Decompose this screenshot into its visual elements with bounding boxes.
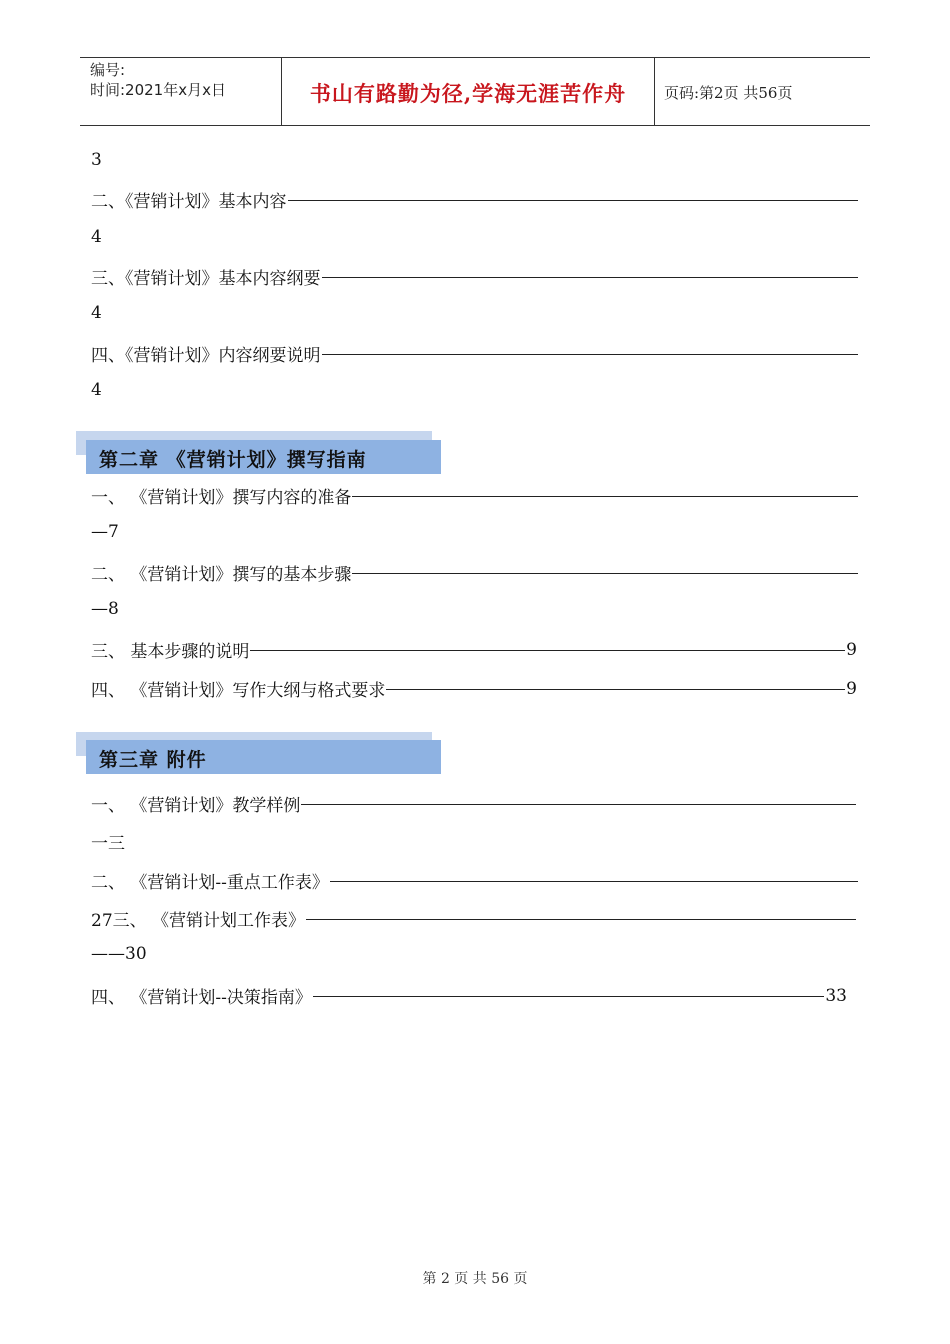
toc-entry[interactable] bbox=[91, 187, 859, 212]
header-top-rule bbox=[80, 57, 870, 58]
toc-entry[interactable] bbox=[91, 868, 859, 893]
toc-page-number: 33 bbox=[825, 985, 847, 1006]
toc-continuation: —8 bbox=[91, 599, 119, 619]
toc-leader bbox=[386, 689, 845, 690]
header-bottom-rule bbox=[80, 125, 870, 126]
toc-leader bbox=[313, 996, 824, 997]
toc-leader bbox=[352, 496, 858, 497]
toc-entry-text: 二、 《营销计划》撰写的基本步骤 bbox=[91, 565, 352, 585]
toc-entry-text: 四、 《营销计划--决策指南》 bbox=[91, 988, 312, 1008]
header-meta bbox=[90, 60, 226, 100]
toc-entry-text: 四、 《营销计划》写作大纲与格式要求 bbox=[91, 681, 386, 701]
toc-continuation: —7 bbox=[91, 522, 119, 542]
toc-entry[interactable] bbox=[91, 264, 859, 289]
toc-entry[interactable] bbox=[91, 560, 859, 585]
toc-leader bbox=[301, 804, 856, 805]
toc-entry-text: 四、《营销计划》内容纲要说明 bbox=[91, 346, 321, 366]
toc-leader bbox=[330, 881, 858, 882]
toc-continuation: ——30 bbox=[91, 944, 147, 964]
toc-entry-text: 二、 《营销计划--重点工作表》 bbox=[91, 873, 329, 893]
toc-continuation: 4 bbox=[91, 380, 102, 400]
chapter-heading bbox=[86, 740, 441, 774]
toc-leader bbox=[250, 650, 845, 651]
toc-entry[interactable] bbox=[91, 676, 857, 701]
toc-entry[interactable] bbox=[91, 341, 859, 366]
header-number-label: 编号: bbox=[90, 61, 126, 79]
toc-entry[interactable] bbox=[91, 637, 857, 662]
toc-leader bbox=[322, 277, 859, 278]
toc-entry[interactable] bbox=[91, 983, 847, 1008]
chapter-title: 第二章 《营销计划》撰写指南 bbox=[99, 449, 367, 471]
toc-continuation: 3 bbox=[91, 150, 102, 170]
toc-leader bbox=[306, 919, 856, 920]
toc-continuation: 4 bbox=[91, 227, 102, 247]
header-time-label: 时间:2021年x月x日 bbox=[90, 81, 226, 99]
header-divider-right bbox=[654, 58, 655, 126]
toc-entry[interactable] bbox=[91, 483, 859, 508]
toc-entry-text: 三、《营销计划》基本内容纲要 bbox=[91, 269, 321, 289]
header-motto: 书山有路勤为径,学海无涯苦作舟 bbox=[309, 81, 627, 106]
toc-leader bbox=[352, 573, 858, 574]
toc-entry-text: 27三、 《营销计划工作表》 bbox=[91, 911, 306, 931]
toc-entry-text: 三、 基本步骤的说明 bbox=[91, 642, 250, 662]
toc-continuation: 4 bbox=[91, 303, 102, 323]
toc-entry-text: 二、《营销计划》基本内容 bbox=[91, 192, 287, 212]
toc-entry-text: 一、 《营销计划》教学样例 bbox=[91, 796, 301, 816]
page-footer: 第 2 页 共 56 页 bbox=[422, 1271, 528, 1287]
toc-page-number: 9 bbox=[846, 639, 857, 660]
toc-leader bbox=[288, 200, 859, 201]
toc-entry[interactable] bbox=[91, 791, 857, 816]
toc-entry-text: 一、 《营销计划》撰写内容的准备 bbox=[91, 488, 352, 508]
toc-entry[interactable] bbox=[91, 906, 857, 931]
chapter-title: 第三章 附件 bbox=[99, 749, 207, 771]
toc-continuation: 一三 bbox=[91, 834, 125, 854]
chapter-heading bbox=[86, 440, 441, 474]
toc-leader bbox=[322, 354, 859, 355]
toc-page-number: 9 bbox=[846, 678, 857, 699]
header-page-info: 页码:第2页 共56页 bbox=[664, 84, 793, 102]
